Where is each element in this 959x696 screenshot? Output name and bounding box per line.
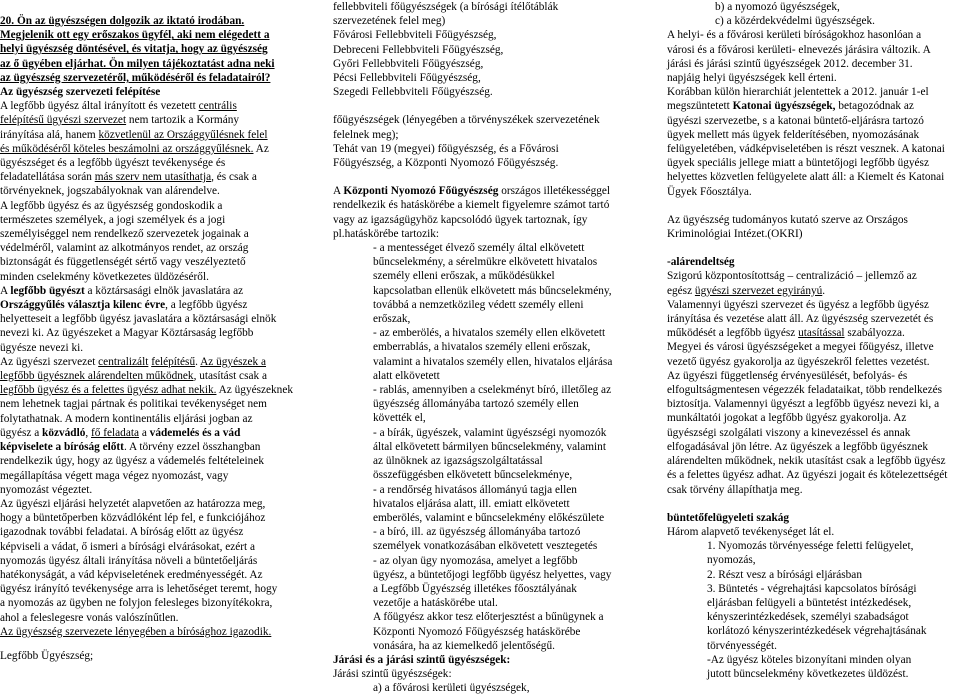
centralization-paragraph: Szigorú központosítottság – centralizáció – jellemző az egész ügyészi szervezet egyirányú.	[667, 270, 917, 297]
column-1	[0, 14, 304, 663]
military-paragraph: Korábban külön hierarchiát jelentettek a 2012. január 1-el megszüntetett Katonai ügyészségek, betagozódnak az ügyészi szervezetbe, s a katonai büntető-eljárásra tartozó ügyek mellett más ügyek felderítésében, nyomozásának felügyeletében, vádképviseletében is részt vesznek. A katonai ügyek speciális jellege miatt a büntetőjogi legfőbb ügyész helyettes közvetlen felügyelete alatt áll: a Kiemelt és Katonai Ügyek Főosztálya.	[667, 86, 945, 198]
chief-prosecutions-paragraph: főügyészségek (lényegében a törvényszékek szervezetének felelnek meg); Tehát van 19 (megyei) főügyészség, és a Fővárosi Főügyészség, a Központi Nyomozó Főügyészség.	[333, 114, 600, 170]
paragraph-procedure: Az ügyészi eljárási helyzetét alapvetően az határozza meg, hogy a büntetőperben közvádlóként lép fel, e funkciójához igazodnak további feladatai. A bíróság előtt az ügyész képviseli a vádat, ő ismeri a bírósági elvárásokat, ezért a nyomozás ügyész általi irányítása növeli a büntetőeljárás hatékonyságát, a vád képviseletének eredményességét. Az ügyész irányító tevékenysége arra is lehetőséget teremt, hogy a nyomozás az ügyben ne folyjon felesleges bizonyítékokra, ahol a feleslegesre vonás valószínűtlen. Az ügyészség szervezete lényegében a bírósághoz igazodik.	[0, 497, 278, 638]
last-line: Legfőbb Ügyészség;	[0, 649, 94, 662]
question-line: az ügyészség szervezetéről, működéséről és feladatairól?	[0, 71, 271, 84]
district-subheading: Járási szintű ügyészségek:	[333, 668, 452, 681]
column-3	[667, 0, 957, 681]
paragraph-protection: A legfőbb ügyész és az ügyészség gondoskodik a természetes személyek, a jogi személyek és a jogi személyiséggel nem rendelkező szervezetek jogainak a védelméről, valamint az alkotmányos rendet, az ország biztonságát és függetlenségét sértő vagy veszélyeztető minden cselekmény következetes üldözéséről.	[0, 199, 249, 283]
question-line: helyi ügyészség döntésével, és vitatja, hogy az ügyészség	[0, 43, 268, 56]
district-heading: Járási és a járási szintű ügyészségek:	[333, 653, 511, 666]
list-item-a: a) a fővárosi kerületi ügyészségek,	[373, 682, 530, 695]
competence-list: - a mentességet élvező személy által elkövetett bűncselekmény, a sérelmükre elkövetett hivatalos személy elleni erőszak, a működésükkel kapcsolatban ellenük elkövetett más bűncselekmény, továbbá a nemzetközileg védett személy elleni erőszak, - az emberölés, a hivatalos személy ellen elkövetett emberrablás, a hivatalos személy elleni erőszak, valamint a hivatalos személy ellen, hivatalos eljárása alatt elkövetett - rablás, amennyiben a cselekményt bíró, illetőleg az ügyészség állományába tartozó személy ellen követték el, - a bírák, ügyészek, valamint ügyészségi nyomozók által elkövetett bármilyen bűncselekmény, valamint az ülnöknek az igazságszolgáltatással összefüggésben elkövetett bűncselekménye, - a rendőrség hivatásos állományú tagja ellen hivatalos eljárása alatt, ill. emiatt elkövetett emberölés, valamint e bűncselekmény előkészülete - a bíró, ill. az ügyészség állományába tartozó személyek vonatkozásában elkövetett vesztegetés - az olyan ügy nyomozása, amelyet a legfőbb ügyész, a büntetőjogi legfőbb ügyész helyettes, vagy a Legfőbb Ügyészség illetékes főosztályának vezetője a hatáskörébe utal. A főügyész akkor tesz előterjesztést a bűnügynek a Központi Nyomozó Főügyészség hatáskörébe vonására, ha az kiemelkedő jelentőségű.	[373, 242, 613, 652]
criminal-branch-heading: büntetőfelügyeleti szakág	[667, 511, 790, 524]
leadership-paragraph: Valamennyi ügyészi szervezet és ügyész a legfőbb ügyész irányítása és vezetése alatt áll. Az ügyészség szervezetét és működését a legfőbb ügyész utasítással szabályozza. Megyei és városi ügyészségeket a megyei főügyész, illetve vezető ügyész gyakorolja az ügyészekről felettes vezetést. Az ügyészi függetlenség érvényesülését, befolyás- és elfogultságmentesen végezzék feladataikat, több rendelkezés biztosítja. Valamennyi ügyészt a legfőbb ügyész nevezi ki, a munkáltatói jogokat a legfőbb ügyész gyakorolja. Az ügyészségi szolgálati viszony a kinevezéssel és annak elfogadásával jön létre. Az ügyészek a legfőbb ügyésznek alárendelten működnek, nekik utasítást csak a legfőbb ügyész és a felettes ügyész adhat. Az ügyészi jogait és kötelezettségét csak törvény állapíthatja meg.	[667, 298, 948, 496]
district-paragraph: A helyi- és a fővárosi kerületi bíróságokhoz hasonlóan a városi és a fővárosi kerületi- elnevezés járásira változik. A járási és járási szintű ügyészségek 2012. december 31. napjáig helyi ügyészségek kell érteni.	[667, 29, 931, 85]
paragraph-appointment: A legfőbb ügyészt a köztársasági elnök javaslatára az Országgyűlés választja kilenc évre, a legfőbb ügyész helyetteseit a legfőbb ügyész javaslatára a köztársasági elnök nevezi ki. Az ügyészeket a Magyar Köztársaság legfőbb ügyésze nevezi ki.	[0, 284, 277, 354]
question-line: az ő ügyében eljárhat. Ön milyen tájékoztatást adna neki	[0, 57, 275, 70]
paragraph-centralization: Az ügyészi szervezet centralizált felépítésű. Az ügyészek a legfőbb ügyésznek alárendelten működnek, utasítást csak a legfőbb ügyész és a felettes ügyész adhat nekik. Az ügyészeknek nem lehetnek tagjai pártnak és politikai tevékenységet nem folytathatnak. A modern kontinentális eljárási jogban az ügyész a közvádló, fő feladata a vádemelés és a vád képviselete a bíróság előtt. A törvény ezzel összhangban rendelkezik úgy, hogy az ügyész a vádemelés feltételeinek megállapítása végett maga végez nyomozást, vagy nyomozást végeztet.	[0, 355, 293, 496]
paragraph-organization: A legfőbb ügyész által irányított és vezetett centrális felépítésű ügyészi szervezet nem tartozik a Kormány irányítása alá, hanem közvetlenül az Országgyűlésnek felel és működéséről köteles beszámolni az országgyűlésnek. Az ügyészséget és a legfőbb ügyészt tevékenysége és feladatellátása során más szerv nem utasíthatja, és csak a törvényeknek, jogszabályoknak van alárendelve.	[0, 100, 269, 198]
appeal-prosecutions-list: fellebbviteli főügyészségek (a bírósági ítélőtáblák szervezetének felel meg) Fővárosi Fellebbviteli Főügyészség, Debreceni Fellebbviteli Főügyészség, Győri Fellebbviteli Főügyészség, Pécsi Fellebbviteli Főügyészség, Szegedi Fellebbviteli Főügyészség.	[333, 1, 559, 99]
criminal-branch-intro: Három alapvető tevékenységet lát el.	[667, 525, 835, 538]
subordination-heading: -alárendeltség	[667, 256, 735, 269]
central-investigation-paragraph: A Központi Nyomozó Főügyészség országos illetékességgel rendelkezik és hatáskörébe a kiemelt figyelemre számot tartó vagy az igazságügyhöz kapcsolódó ügyek tartoznak, így pl.hatáskörébe tartozik:	[333, 185, 611, 240]
question-line: 20. Ön az ügyészségen dolgozik az iktató irodában.	[0, 15, 245, 27]
list-item-c: c) a közérdekvédelmi ügyészségek.	[715, 15, 875, 28]
column-2	[333, 0, 639, 696]
criminal-branch-list: 1. Nyomozás törvényessége feletti felügyelet, nyomozás, 2. Részt vesz a bírósági eljárásban 3. Büntetés - végrehajtási kapcsolatos bírósági eljárásban felügyeli a büntetést intézkedések, kényszerintézkedések, személyi szabadságot korlátozó kényszerintézkedések végrehajtásának törvényességét. -Az ügyész köteles bizonyítani minden olyan jutott büncselekmény következetes üldözést.	[707, 540, 927, 680]
section-heading: Az ügyészség szervezeti felépítése	[0, 86, 161, 99]
okri-paragraph: Az ügyészség tudományos kutató szerve az Országos Kriminológiai Intézet.(OKRI)	[667, 213, 908, 241]
question-line: Megjelenik ott egy erőszakos ügyfél, aki nem elégedett a	[0, 29, 270, 42]
list-item-b: b) a nyomozó ügyészségek,	[715, 1, 840, 13]
